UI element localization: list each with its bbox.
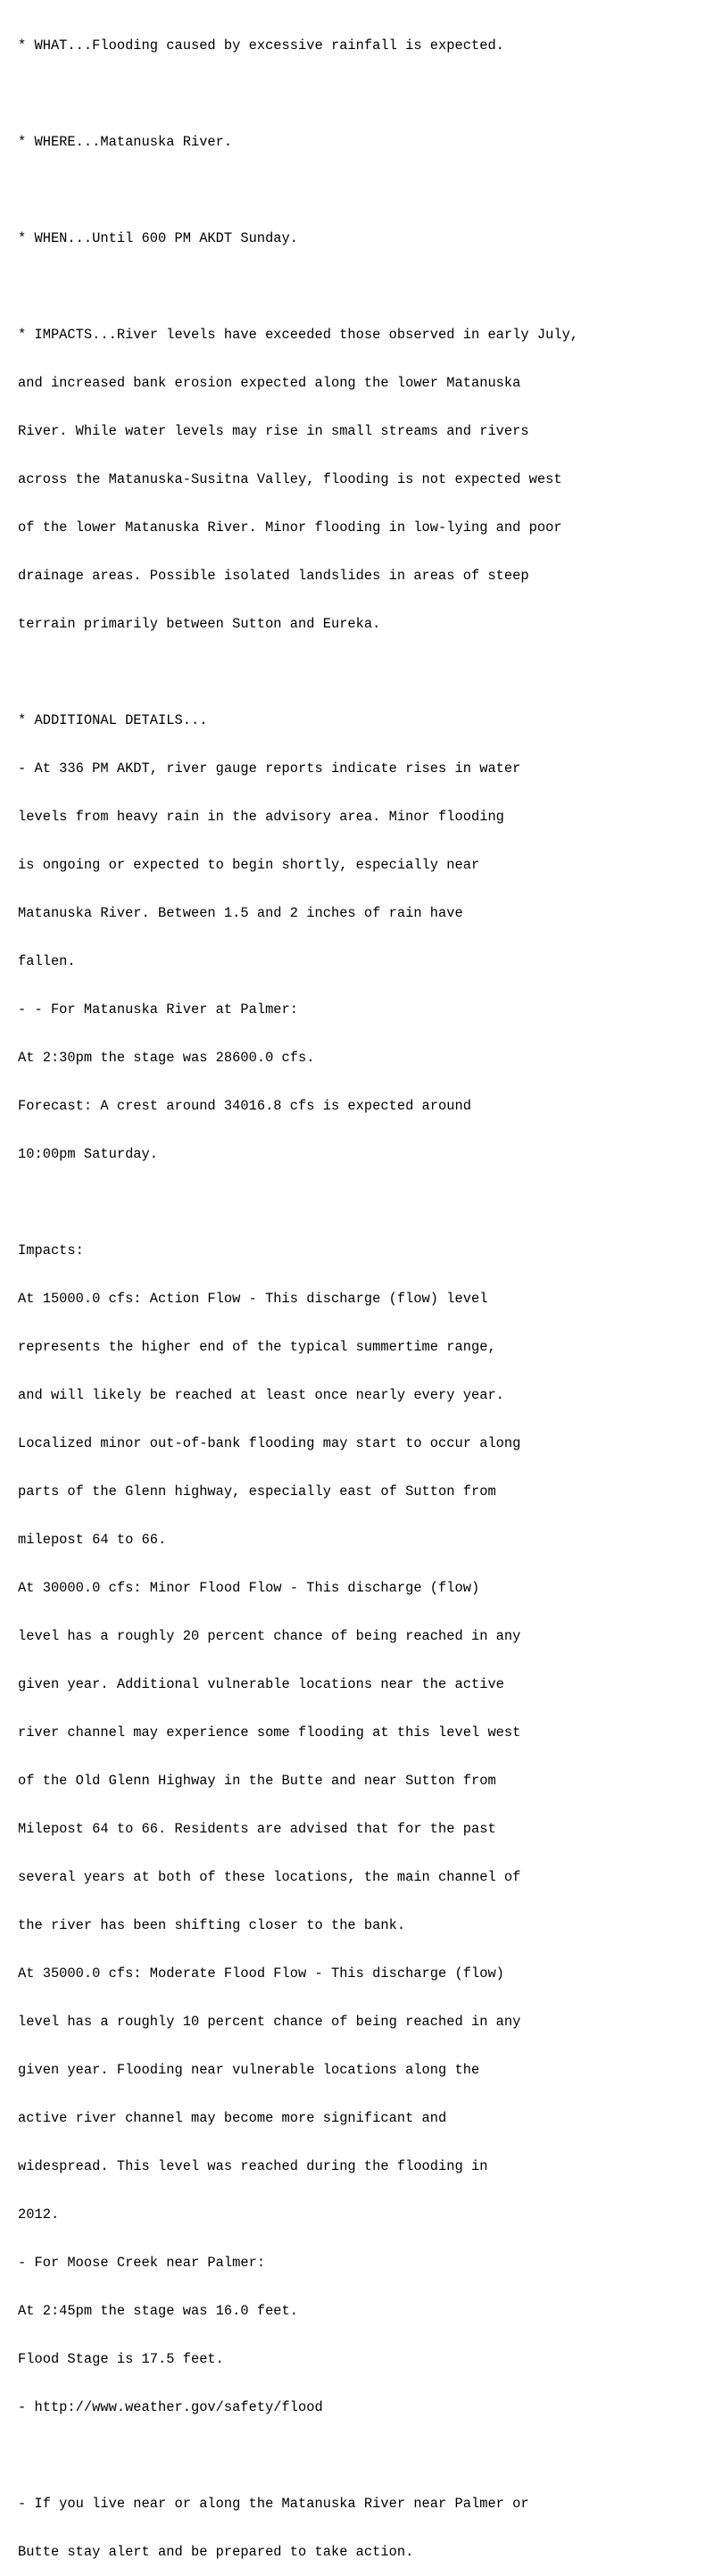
flood-bulletin-text <box>18 5 578 2576</box>
impacts-line: * IMPACTS...River levels have exceeded those observed in early July, <box>18 327 579 343</box>
call-to-action-line: Butte stay alert and be prepared to take action. <box>18 2544 414 2560</box>
impacts-line: terrain primarily between Sutton and Eureka. <box>18 616 381 632</box>
impacts-line: drainage areas. Possible isolated landslides in areas of steep <box>18 568 529 584</box>
minor-flood-flow-line: river channel may experience some flooding at this level west <box>18 1724 521 1741</box>
blank-line <box>18 1194 578 1210</box>
details-line: Matanuska River. Between 1.5 and 2 inches of rain have <box>18 905 463 921</box>
minor-flood-flow-line: given year. Additional vulnerable locations near the active <box>18 1676 504 1692</box>
matanuska-gauge-line: - - For Matanuska River at Palmer: <box>18 1001 299 1018</box>
details-line: is ongoing or expected to begin shortly, especially near <box>18 857 480 873</box>
action-flow-line: At 15000.0 cfs: Action Flow - This discharge (flow) level <box>18 1291 488 1307</box>
minor-flood-flow-line: Milepost 64 to 66. Residents are advised that for the past <box>18 1821 496 1837</box>
impacts-line: River. While water levels may rise in small streams and rivers <box>18 423 529 439</box>
forecast-line: 10:00pm Saturday. <box>18 1146 159 1162</box>
safety-link[interactable]: - http://www.weather.gov/safety/flood <box>18 2399 323 2415</box>
details-line: fallen. <box>18 953 76 969</box>
blank-line <box>18 2447 578 2464</box>
impacts-line: of the lower Matanuska River. Minor flooding in low-lying and poor <box>18 519 562 536</box>
what-line: * WHAT...Flooding caused by excessive rainfall is expected. <box>18 37 504 54</box>
matanuska-gauge-line: At 2:30pm the stage was 28600.0 cfs. <box>18 1050 315 1066</box>
action-flow-line: parts of the Glenn highway, especially east of Sutton from <box>18 1483 496 1500</box>
moderate-flood-flow-line: level has a roughly 10 percent chance of being reached in any <box>18 2014 521 2030</box>
impacts-line: across the Matanuska-Susitna Valley, flooding is not expected west <box>18 471 562 487</box>
impacts-line: and increased bank erosion expected along the lower Matanuska <box>18 375 521 391</box>
blank-line <box>18 86 578 102</box>
moderate-flood-flow-line: 2012. <box>18 2206 60 2223</box>
minor-flood-flow-line: level has a roughly 20 percent chance of being reached in any <box>18 1628 521 1644</box>
action-flow-line: Localized minor out-of-bank flooding may start to occur along <box>18 1435 521 1451</box>
where-line: * WHERE...Matanuska River. <box>18 134 233 150</box>
action-flow-line: milepost 64 to 66. <box>18 1532 167 1548</box>
moose-creek-gauge-line: - For Moose Creek near Palmer: <box>18 2255 266 2271</box>
blank-line <box>18 182 578 198</box>
action-flow-line: and will likely be reached at least once nearly every year. <box>18 1387 504 1403</box>
impacts-heading: Impacts: <box>18 1242 84 1259</box>
minor-flood-flow-line: several years at both of these locations, the main channel of <box>18 1869 521 1885</box>
minor-flood-flow-line: of the Old Glenn Highway in the Butte and near Sutton from <box>18 1773 496 1789</box>
moderate-flood-flow-line: widespread. This level was reached during the flooding in <box>18 2158 488 2174</box>
forecast-line: Forecast: A crest around 34016.8 cfs is expected around <box>18 1098 471 1114</box>
moderate-flood-flow-line: active river channel may become more significant and <box>18 2110 447 2126</box>
call-to-action-line: - If you live near or along the Matanuska River near Palmer or <box>18 2496 529 2512</box>
additional-details-line: * ADDITIONAL DETAILS... <box>18 712 208 728</box>
details-line: - At 336 PM AKDT, river gauge reports indicate rises in water <box>18 760 521 777</box>
action-flow-line: represents the higher end of the typical summertime range, <box>18 1339 496 1355</box>
moderate-flood-flow-line: given year. Flooding near vulnerable locations along the <box>18 2062 480 2078</box>
blank-line <box>18 664 578 680</box>
minor-flood-flow-line: the river has been shifting closer to the bank. <box>18 1917 406 1933</box>
blank-line <box>18 278 578 295</box>
flood-stage-line: Flood Stage is 17.5 feet. <box>18 2351 224 2367</box>
details-line: levels from heavy rain in the advisory area. Minor flooding <box>18 809 504 825</box>
moderate-flood-flow-line: At 35000.0 cfs: Moderate Flood Flow - This discharge (flow) <box>18 1965 504 1982</box>
when-line: * WHEN...Until 600 PM AKDT Sunday. <box>18 230 299 246</box>
minor-flood-flow-line: At 30000.0 cfs: Minor Flood Flow - This discharge (flow) <box>18 1580 480 1596</box>
moose-creek-gauge-line: At 2:45pm the stage was 16.0 feet. <box>18 2303 299 2319</box>
